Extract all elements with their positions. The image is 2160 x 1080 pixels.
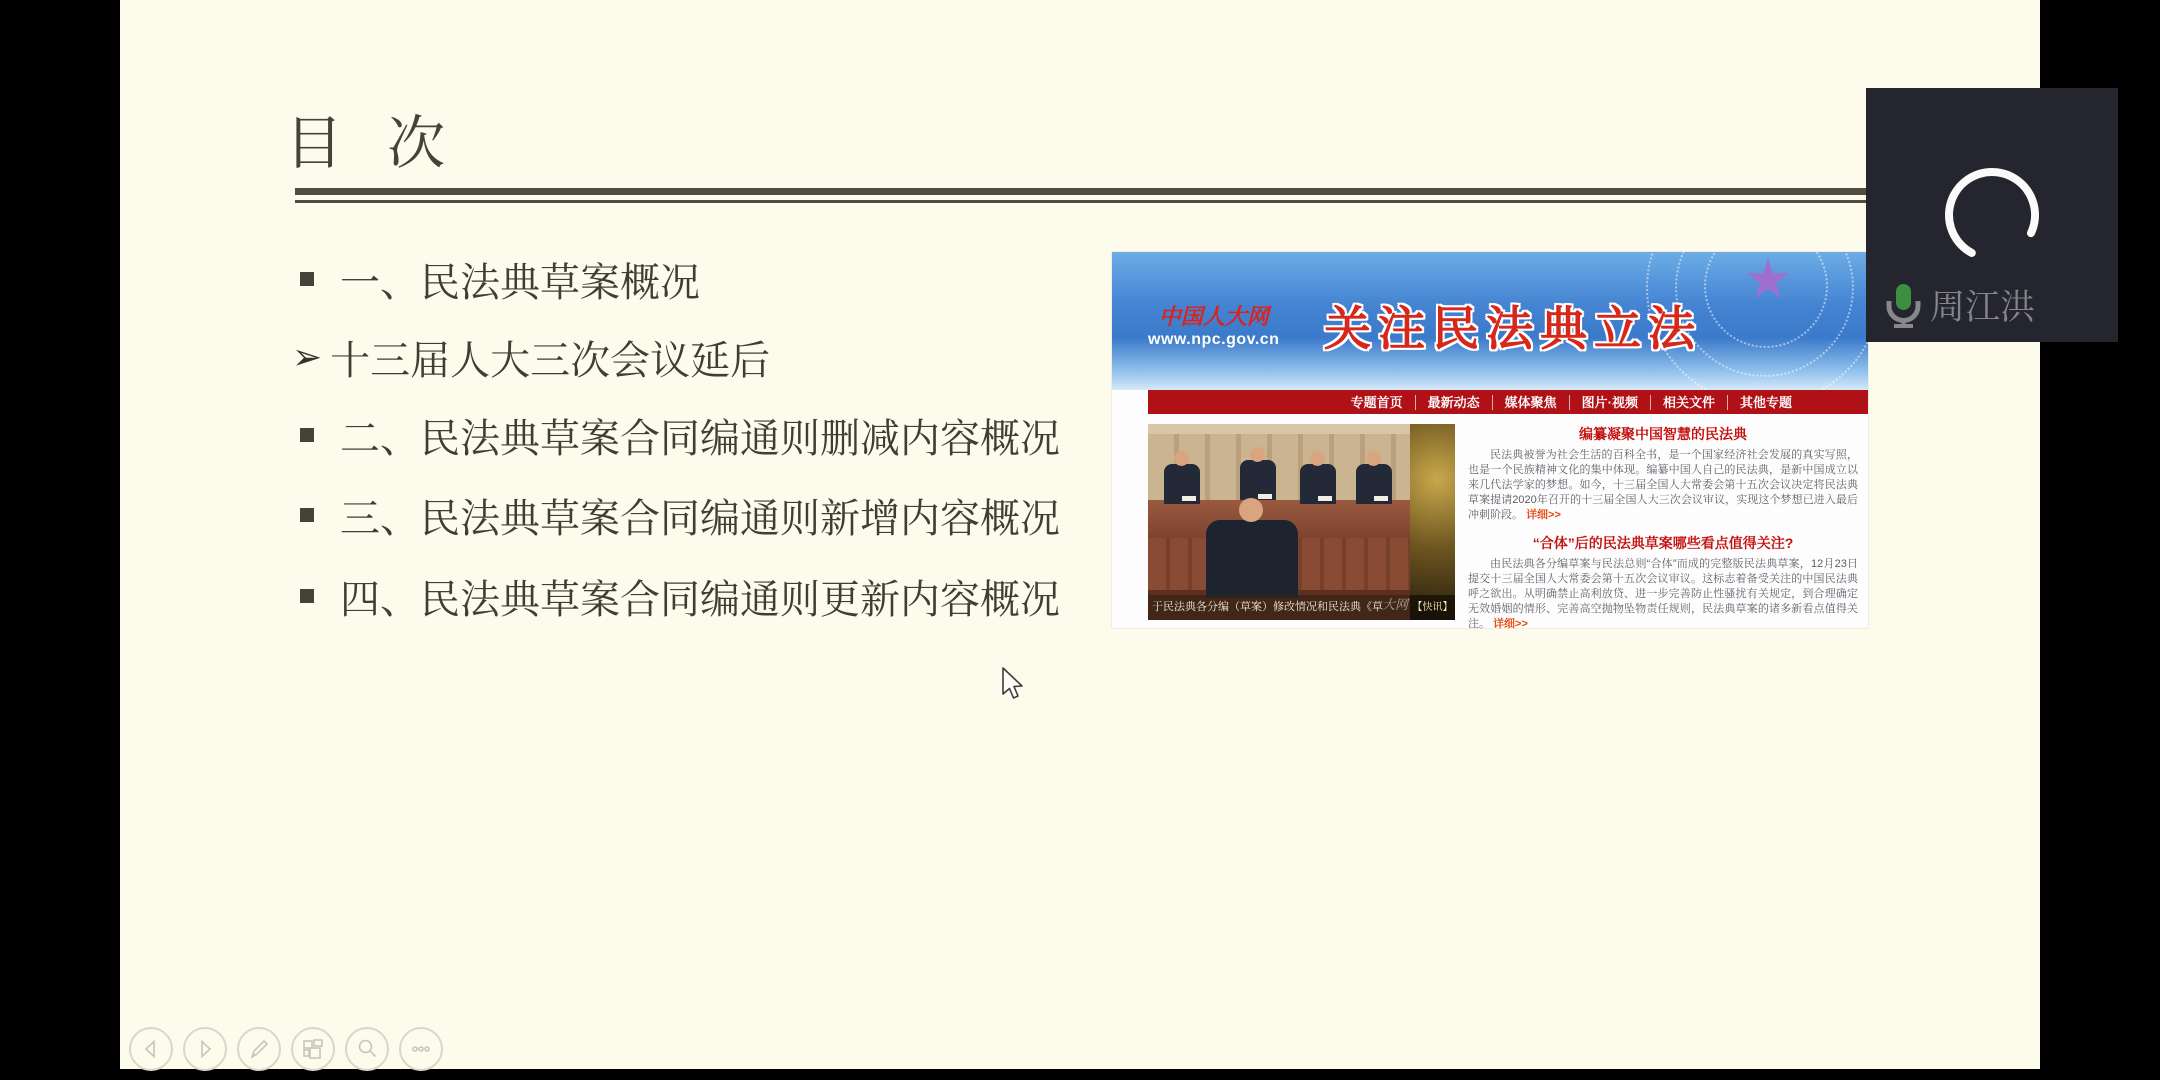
toc-item-label: 四、民法典草案合同编通则更新内容概况 [340,577,1060,622]
presenter-toolbar [129,1027,443,1071]
slides-icon [301,1037,325,1061]
square-bullet-icon [300,428,314,442]
npc-logo-url: www.npc.gov.cn [1148,331,1280,349]
nav-item: 媒体聚焦 [1493,395,1570,410]
article-more-link: 详细>> [1493,618,1528,630]
magnifier-icon [355,1037,379,1061]
magnifier-button[interactable] [345,1027,389,1071]
toc-item [300,255,700,303]
meeting-photo [1148,424,1410,620]
photo-watermark: 大网 [1381,597,1408,612]
participant-video-tile[interactable] [1866,88,2118,342]
article-body [1468,557,1858,632]
photo-paper [1374,496,1388,501]
photo-paper [1318,496,1332,501]
toc-item [292,333,771,383]
previous-slide-button[interactable] [129,1027,173,1071]
slide-browser-button[interactable] [291,1027,335,1071]
photo-caption-text: 于民法典各分编（草案）修改情况和民法典《草 [1152,601,1383,613]
next-slide-button[interactable] [183,1027,227,1071]
annotate-pen-button[interactable] [237,1027,281,1071]
nav-item: 图片·视频 [1570,395,1651,410]
toc-item-label: 三、民法典草案合同编通则新增内容概况 [340,496,1060,541]
webpage-screenshot [1112,252,1868,628]
nav-item: 相关文件 [1651,395,1728,410]
toc-item [300,491,1060,539]
title-underline [295,188,2040,203]
news-flash-badge: 【快讯】 [1410,595,1455,620]
square-bullet-icon [300,272,314,286]
toc-item-label: 十三届人大三次会议延后 [330,338,771,383]
article-list [1468,418,1858,632]
carousel-next-thumbnail [1410,424,1455,620]
article-body-text: 民法典被誉为社会生活的百科全书，是一个国家经济社会发展的真实写照，也是一个民族精神文化的集中体现。编纂中国人自己的民法典，是新中国成立以来几代法学家的梦想。如今，十三届全国人大常委会第十五次会议决定将民法典草案提请2020年召开的十三届全国人大三次会议审议，实现这个梦想已进入最后冲刺阶段。 [1468,449,1858,521]
article-headline: 编纂凝聚中国智慧的民法典 [1579,426,1747,442]
photo-paper [1182,496,1196,501]
participant-footer [1882,280,2035,330]
previous-icon [139,1037,163,1061]
nav-item: 专题首页 [1339,395,1416,410]
toc-item-label: 二、民法典草案合同编通则删减内容概况 [340,416,1060,461]
participant-name: 周江洪 [1930,288,2036,327]
banner-title: 关注民法典立法 [1324,302,1702,355]
ellipsis-icon [409,1037,433,1061]
nav-item: 最新动态 [1416,395,1493,410]
npc-logo-name: 中国人大网 [1158,304,1269,329]
arrow-bullet-icon: ➢ [292,336,323,377]
square-bullet-icon [300,589,314,603]
microphone-icon [1882,282,1924,328]
npc-logo [1148,304,1279,350]
toc-item-label: 一、民法典草案概况 [340,260,700,305]
photo-caption [1148,595,1410,620]
article-body [1468,448,1858,523]
loading-spinner-icon [1927,150,2057,280]
presentation-slide [120,0,2040,1069]
article-headline: “合体”后的民法典草案哪些看点值得关注? [1532,535,1794,551]
next-icon [193,1037,217,1061]
photo-paper [1258,494,1272,499]
toc-item [300,411,1060,459]
article-body-text: 由民法典各分编草案与民法总则“合体”而成的完整版民法典草案，12月23日提交十三届全国人大常委会第十五次会议审议。这标志着备受关注的中国民法典呼之欲出。从明确禁止高利放贷、进一步完善防止性骚扰有关规定，到合理确定无效婚姻的情形、完善高空抛物坠物责任规则，民法典草案的诸多新看点值得关注。 [1468,558,1858,630]
more-options-button[interactable] [399,1027,443,1071]
photo-backwall-trim [1148,424,1410,434]
square-bullet-icon [300,508,314,522]
slide-title: 目 次 [285,111,460,176]
underline-thick [295,188,2040,195]
toc-item [300,572,1060,620]
webpage-content [1112,414,1868,628]
nav-item: 其他专题 [1739,394,1792,410]
webpage-banner [1112,252,1868,390]
mouse-cursor [1000,666,1036,704]
pen-icon [247,1037,271,1061]
webpage-nav-bar [1148,390,1868,414]
photo-speaker-figure [1206,520,1298,598]
underline-thin [295,200,2040,203]
article-more-link: 详细>> [1526,509,1561,521]
